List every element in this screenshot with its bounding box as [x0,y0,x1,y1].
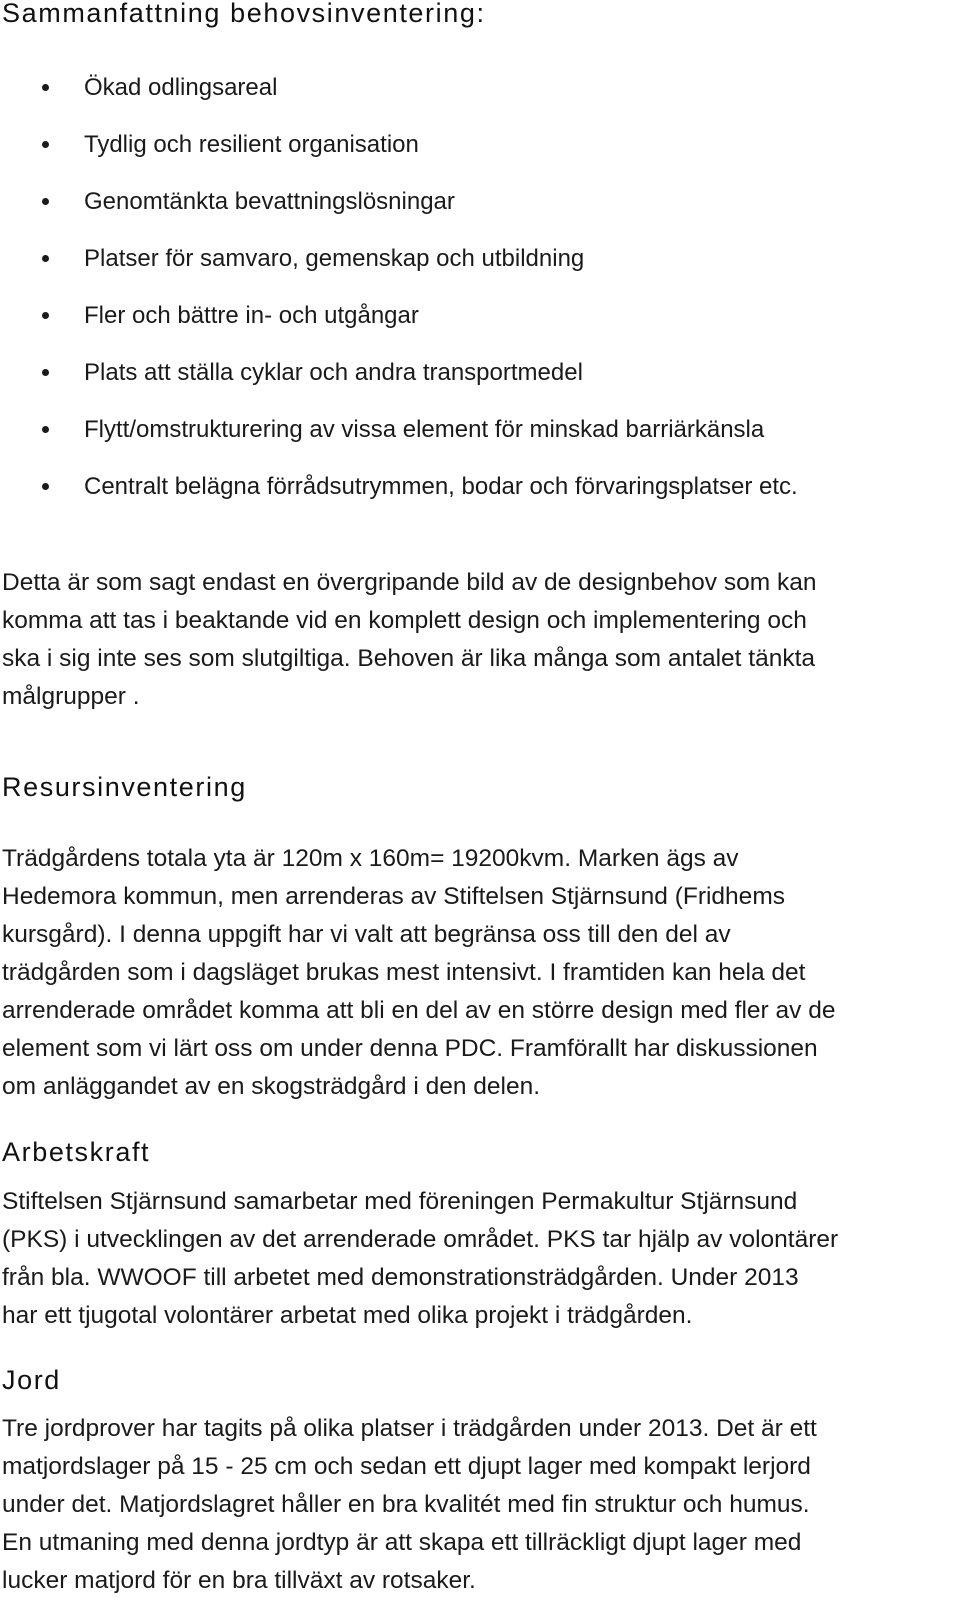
list-item [0,125,798,182]
list-item-text: Centralt belägna förrådsutrymmen, bodar och förvaringsplatser etc. [84,473,798,500]
paragraph-line: En utmaning med denna jordtyp är att skapa ett tillräckligt djupt lager med [2,1529,802,1556]
list-item [0,239,798,296]
list-item-text: Genomtänkta bevattningslösningar [84,188,455,215]
needs-list [0,68,798,524]
list-item [0,467,798,524]
jord-paragraph [2,1410,958,1600]
resursinventering-paragraph [2,840,958,1106]
list-item-text: Platser för samvaro, gemenskap och utbildning [84,245,585,272]
bullet-icon [42,312,49,319]
arbetskraft-paragraph [2,1183,958,1335]
paragraph-line: Tre jordprover har tagits på olika platser i trädgården under 2013. Det är ett [2,1415,817,1442]
paragraph-line: trädgården som i dagsläget brukas mest intensivt. I framtiden kan hela det [2,959,806,986]
list-item [0,353,798,410]
bullet-icon [42,426,49,433]
list-item [0,68,798,125]
paragraph-line: Stiftelsen Stjärnsund samarbetar med föreningen Permakultur Stjärnsund [2,1188,798,1215]
paragraph-line: kursgård). I denna uppgift har vi valt att begränsa oss till den del av [2,921,731,948]
paragraph-line: ska i sig inte ses som slutgiltiga. Behoven är lika många som antalet tänkta [2,645,815,672]
bullet-icon [42,255,49,262]
list-item [0,410,798,467]
list-item-text: Flytt/omstrukturering av vissa element för minskad barriärkänsla [84,416,765,443]
summary-heading: Sammanfattning behovsinventering: [2,0,486,28]
paragraph-line: från bla. WWOOF till arbetet med demonstrationsträdgården. Under 2013 [2,1264,799,1291]
paragraph-line: (PKS) i utvecklingen av det arrenderade området. PKS tar hjälp av volontärer [2,1226,839,1253]
bullet-icon [42,84,49,91]
list-item-text: Plats att ställa cyklar och andra transportmedel [84,359,583,386]
paragraph-line: Detta är som sagt endast en övergripande bild av de designbehov som kan [2,569,817,596]
paragraph-line: Hedemora kommun, men arrenderas av Stiftelsen Stjärnsund (Fridhems [2,883,785,910]
paragraph-line: komma att tas i beaktande vid en komplett design och implementering och [2,607,807,634]
resursinventering-heading: Resursinventering [2,772,247,802]
arbetskraft-heading: Arbetskraft [2,1137,151,1167]
list-item-text: Fler och bättre in- och utgångar [84,302,419,329]
paragraph-line: lucker matjord för en bra tillväxt av rotsaker. [2,1567,476,1594]
paragraph-line: arrenderade området komma att bli en del av en större design med fler av de [2,997,836,1024]
paragraph-line: Trädgårdens totala yta är 120m x 160m= 19200kvm. Marken ägs av [2,845,739,872]
bullet-icon [42,369,49,376]
list-item-text: Ökad odlingsareal [84,74,278,101]
bullet-icon [42,141,49,148]
list-item [0,296,798,353]
paragraph-line: har ett tjugotal volontärer arbetat med olika projekt i trädgården. [2,1302,693,1329]
list-item [0,182,798,239]
summary-paragraph [2,564,958,716]
paragraph-line: element som vi lärt oss om under denna PDC. Framförallt har diskussionen [2,1035,818,1062]
jord-heading: Jord [2,1365,61,1395]
list-item-text: Tydlig och resilient organisation [84,131,419,158]
bullet-icon [42,198,49,205]
paragraph-line: under det. Matjordslagret håller en bra kvalitét med fin struktur och humus. [2,1491,810,1518]
paragraph-line: om anläggandet av en skogsträdgård i den delen. [2,1073,541,1100]
bullet-icon [42,483,49,490]
paragraph-line: målgrupper . [2,683,140,710]
paragraph-line: matjordslager på 15 - 25 cm och sedan ett djupt lager med kompakt lerjord [2,1453,811,1480]
